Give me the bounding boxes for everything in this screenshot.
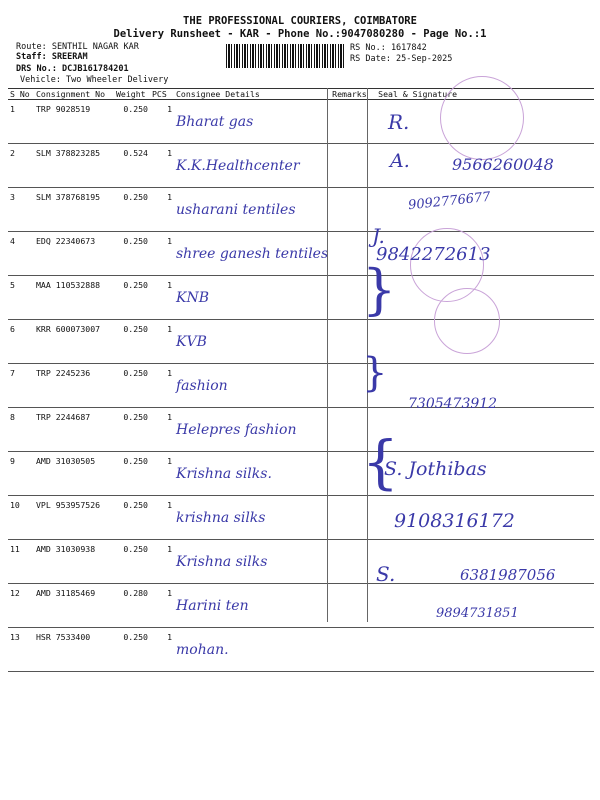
cell-consignment-no: AMD 31185469 xyxy=(34,584,114,628)
cell-weight: 0.524 xyxy=(114,144,150,188)
cell-signature xyxy=(376,408,594,452)
cell-consignee: Bharat gas xyxy=(174,100,330,144)
cell-consignee: Harini ten xyxy=(174,584,330,628)
signature: S. Jothibas xyxy=(384,458,487,480)
seal-stamp xyxy=(440,76,524,160)
cell-weight: 0.250 xyxy=(114,364,150,408)
table-row xyxy=(8,188,594,232)
cell-pcs: 1 xyxy=(150,232,174,276)
brace-mark: } xyxy=(362,258,397,321)
vehicle: Vehicle: Two Wheeler Delivery xyxy=(20,75,169,85)
table-row xyxy=(8,452,594,496)
cell-weight: 0.250 xyxy=(114,188,150,232)
cell-pcs: 1 xyxy=(150,188,174,232)
cell-consignee: shree ganesh tentiles xyxy=(174,232,330,276)
cell-consignment-no: AMD 31030938 xyxy=(34,540,114,584)
phone-number: 9108316172 xyxy=(394,510,515,532)
cell-consignment-no: SLM 378768195 xyxy=(34,188,114,232)
cell-pcs: 1 xyxy=(150,408,174,452)
cell-pcs: 1 xyxy=(150,144,174,188)
rs-date: RS Date: 25-Sep-2025 xyxy=(350,54,453,64)
cell-consignee: mohan. xyxy=(174,628,330,672)
cell-weight: 0.250 xyxy=(114,628,150,672)
cell-pcs: 1 xyxy=(150,100,174,144)
runsheet-title: Delivery Runsheet - KAR - Phone No.:9047080280 - Page No.:1 xyxy=(113,28,487,40)
cell-weight: 0.250 xyxy=(114,276,150,320)
col-remarks: Remarks xyxy=(330,89,376,100)
cell-remarks xyxy=(330,188,376,232)
cell-pcs: 1 xyxy=(150,320,174,364)
col-consignee: Consignee Details xyxy=(174,89,330,100)
cell-sno: 2 xyxy=(8,144,34,188)
cell-remarks xyxy=(330,496,376,540)
signature: S. xyxy=(376,562,396,586)
cell-pcs: 1 xyxy=(150,452,174,496)
phone-number: 9842272613 xyxy=(376,244,491,265)
col-pcs: PCS xyxy=(150,89,174,100)
cell-weight: 0.250 xyxy=(114,232,150,276)
cell-consignee: K.K.Healthcenter xyxy=(174,144,330,188)
cell-remarks xyxy=(330,540,376,584)
cell-consignee: fashion xyxy=(174,364,330,408)
cell-sno: 8 xyxy=(8,408,34,452)
phone-number: 9566260048 xyxy=(452,155,554,174)
phone-number: 7305473912 xyxy=(408,396,498,412)
cell-sno: 4 xyxy=(8,232,34,276)
signature: R. xyxy=(388,110,410,134)
cell-sno: 6 xyxy=(8,320,34,364)
cell-weight: 0.250 xyxy=(114,540,150,584)
table-row xyxy=(8,364,594,408)
table-row xyxy=(8,276,594,320)
cell-consignee: Krishna silks xyxy=(174,540,330,584)
cell-pcs: 1 xyxy=(150,496,174,540)
cell-weight: 0.250 xyxy=(114,452,150,496)
remarks-divider xyxy=(327,88,328,622)
staff: Staff: SREERAM xyxy=(16,52,88,62)
col-weight: Weight xyxy=(114,89,150,100)
cell-weight: 0.250 xyxy=(114,100,150,144)
brace-mark: { xyxy=(362,428,399,496)
drs-number: DRS No.: DCJB161784201 xyxy=(16,64,129,74)
cell-sno: 10 xyxy=(8,496,34,540)
cell-remarks xyxy=(330,628,376,672)
cell-sno: 13 xyxy=(8,628,34,672)
col-sno: S No xyxy=(8,89,34,100)
route: Route: SENTHIL NAGAR KAR xyxy=(16,42,139,52)
cell-consignment-no: HSR 7533400 xyxy=(34,628,114,672)
cell-pcs: 1 xyxy=(150,364,174,408)
cell-consignee: Helepres fashion xyxy=(174,408,330,452)
brace-mark: } xyxy=(362,350,388,396)
cell-remarks xyxy=(330,584,376,628)
cell-sno: 12 xyxy=(8,584,34,628)
cell-consignment-no: TRP 2245236 xyxy=(34,364,114,408)
cell-consignment-no: TRP 9028519 xyxy=(34,100,114,144)
cell-weight: 0.250 xyxy=(114,408,150,452)
cell-consignment-no: TRP 2244687 xyxy=(34,408,114,452)
cell-sno: 7 xyxy=(8,364,34,408)
cell-pcs: 1 xyxy=(150,276,174,320)
cell-consignment-no: VPL 953957526 xyxy=(34,496,114,540)
table-row xyxy=(8,320,594,364)
col-signature: Seal & Signature xyxy=(376,89,594,100)
cell-remarks xyxy=(330,144,376,188)
cell-weight: 0.250 xyxy=(114,320,150,364)
phone-number: 6381987056 xyxy=(460,566,556,584)
cell-sno: 11 xyxy=(8,540,34,584)
cell-sno: 1 xyxy=(8,100,34,144)
cell-sno: 9 xyxy=(8,452,34,496)
cell-consignee: krishna silks xyxy=(174,496,330,540)
cell-remarks xyxy=(330,100,376,144)
barcode xyxy=(226,44,344,68)
cell-consignment-no: MAA 110532888 xyxy=(34,276,114,320)
cell-consignee: usharani tentiles xyxy=(174,188,330,232)
rs-number: RS No.: 1617842 xyxy=(350,43,427,53)
cell-consignee: KNB xyxy=(174,276,330,320)
cell-consignment-no: AMD 31030505 xyxy=(34,452,114,496)
company-name: THE PROFESSIONAL COURIERS, COIMBATORE xyxy=(183,15,417,27)
phone-number: 9092776677 xyxy=(407,189,492,214)
cell-weight: 0.280 xyxy=(114,584,150,628)
table-row xyxy=(8,408,594,452)
cell-weight: 0.250 xyxy=(114,496,150,540)
phone-number: 9894731851 xyxy=(436,606,519,621)
cell-signature xyxy=(376,628,594,672)
cell-consignment-no: SLM 378823285 xyxy=(34,144,114,188)
seal-stamp xyxy=(434,288,500,354)
cell-consignment-no: EDQ 22340673 xyxy=(34,232,114,276)
cell-pcs: 1 xyxy=(150,628,174,672)
runsheet-table xyxy=(8,88,594,672)
signature: A. xyxy=(390,150,410,172)
table-row xyxy=(8,232,594,276)
cell-consignment-no: KRR 600073007 xyxy=(34,320,114,364)
col-consignment: Consignment No xyxy=(34,89,114,100)
cell-consignee: KVB xyxy=(174,320,330,364)
cell-pcs: 1 xyxy=(150,584,174,628)
cell-sno: 3 xyxy=(8,188,34,232)
table-row xyxy=(8,628,594,672)
cell-consignee: Krishna silks. xyxy=(174,452,330,496)
cell-sno: 5 xyxy=(8,276,34,320)
signature: J. xyxy=(372,224,385,248)
cell-pcs: 1 xyxy=(150,540,174,584)
